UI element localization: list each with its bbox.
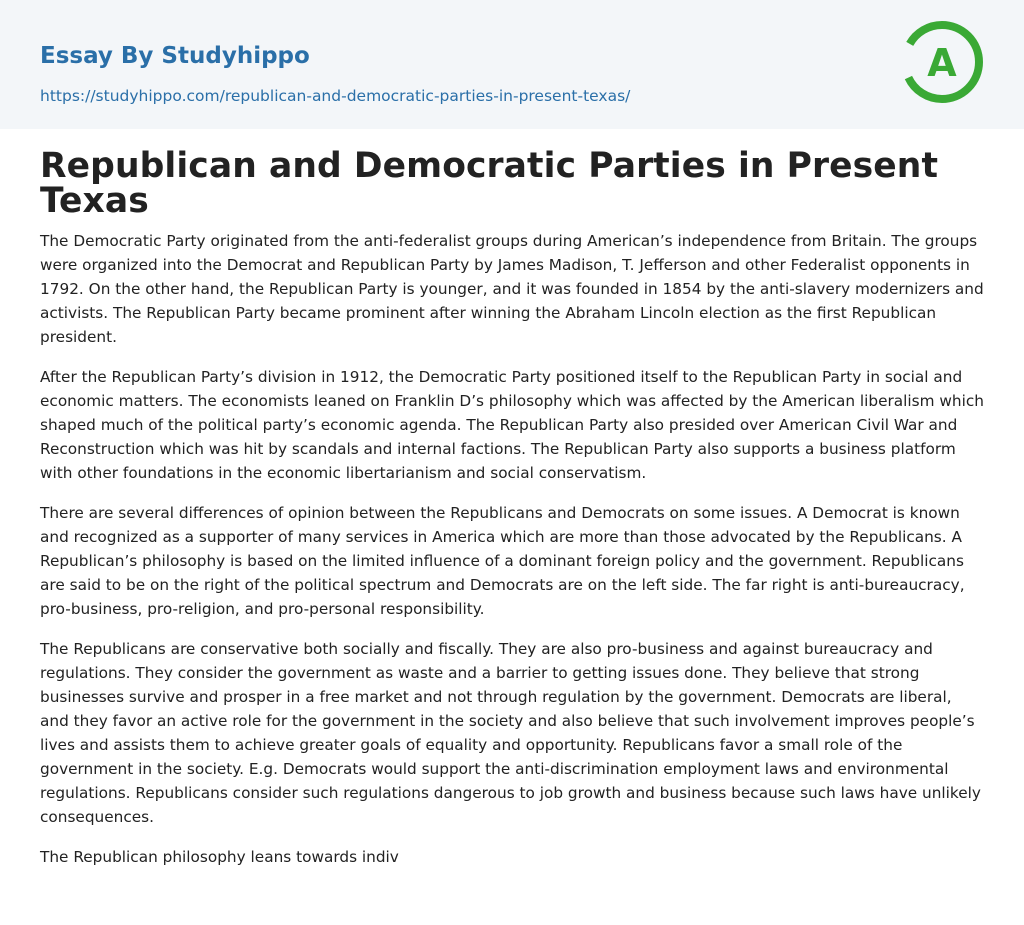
article-body [0, 146, 1024, 869]
article-paragraph-4: The Republicans are conservative both socially and fiscally. They are also pro-business and against bureaucracy and regulations. They consider the government as waste and a barrier to getting issues done. They believe that strong businesses survive and prosper in a free market and not through regulation by the government. Democrats are liberal, and they favor an active role for the government in the society and also believe that such involvement improves people’s lives and assists them to achieve greater goals of equality and opportunity. Republicans favor a small role of the government in the society. E.g. Democrats would support the anti-discrimination employment laws and environmental regulations. Republicans consider such regulations dangerous to job growth and business because such laws have unlikely consequences. [40, 640, 981, 826]
studyhippo-logo[interactable] [900, 20, 984, 104]
article-paragraph-1: The Democratic Party originated from the anti-federalist groups during American’s independence from Britain. The groups were organized into the Democrat and Republican Party by James Madison, T. Jefferson and other Federalist opponents in 1792. On the other hand, the Republican Party is younger, and it was founded in 1854 by the anti-slavery modernizers and activists. The Republican Party became prominent after winning the Abraham Lincoln election as the first Republican president. [40, 232, 984, 346]
site-header [0, 0, 1024, 129]
site-brand: Essay By Studyhippo [40, 43, 310, 69]
article-paragraph-2: After the Republican Party’s division in 1912, the Democratic Party positioned itself to the Republican Party in social and economic matters. The economists leaned on Franklin D’s philosophy which was affected by the American liberalism which shaped much of the political party’s economic agenda. The Republican Party also presided over American Civil War and Reconstruction which was hit by scandals and internal factions. The Republican Party also supports a business platform with other foundations in the economic libertarianism and social conservatism. [40, 368, 984, 482]
source-url-link[interactable]: https://studyhippo.com/republican-and-democratic-parties-in-present-texas/ [40, 87, 631, 105]
logo-ring-icon [900, 20, 984, 104]
article-title: Republican and Democratic Parties in Present Texas [40, 146, 939, 221]
article-paragraph-5: The Republican philosophy leans towards indiv [40, 848, 399, 866]
logo-letter: A [927, 41, 957, 85]
article-paragraph-3: There are several differences of opinion between the Republicans and Democrats on some issues. A Democrat is known and recognized as a supporter of many services in America which are more than those advocated by the Republicans. A Republican’s philosophy is based on the limited influence of a dominant foreign policy and the government. Republicans are said to be on the right of the political spectrum and Democrats are on the left side. The far right is anti-bureaucracy, pro-business, pro-religion, and pro-personal responsibility. [40, 504, 965, 618]
